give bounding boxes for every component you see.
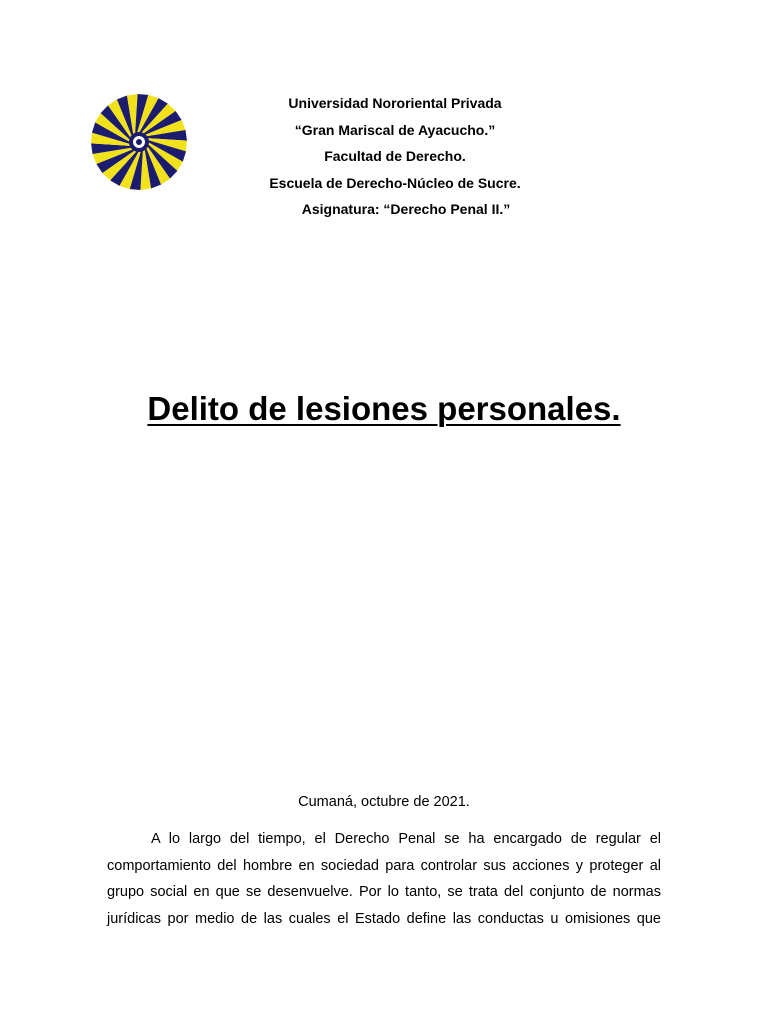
- university-logo-icon: [86, 92, 192, 192]
- paragraph-line: comportamiento del hombre en sociedad para controlar sus acciones y proteger al: [107, 857, 661, 874]
- course-name: Asignatura: “Derecho Penal II.”: [301, 201, 511, 217]
- university-name: Universidad Nororiental Privada: [288, 95, 502, 111]
- institution-header: [230, 90, 560, 223]
- paragraph-line: grupo social en que se desenvuelve. Por lo tanto, se trata del conjunto de normas: [107, 884, 661, 900]
- paragraph-line: A lo largo del tiempo, el Derecho Penal se ha encargado de regular el: [151, 831, 661, 847]
- document-title: Delito de lesiones personales.: [147, 390, 621, 427]
- university-subtitle: “Gran Mariscal de Ayacucho.”: [294, 121, 496, 138]
- faculty-name: Facultad de Derecho.: [324, 148, 466, 164]
- place-and-date: Cumaná, octubre de 2021.: [298, 794, 470, 810]
- body-paragraph: [107, 826, 661, 932]
- school-name: Escuela de Derecho-Núcleo de Sucre.: [269, 174, 521, 191]
- paragraph-line: jurídicas por medio de las cuales el Estado define las conductas u omisiones que: [107, 910, 661, 927]
- logo-center-core: [136, 139, 142, 145]
